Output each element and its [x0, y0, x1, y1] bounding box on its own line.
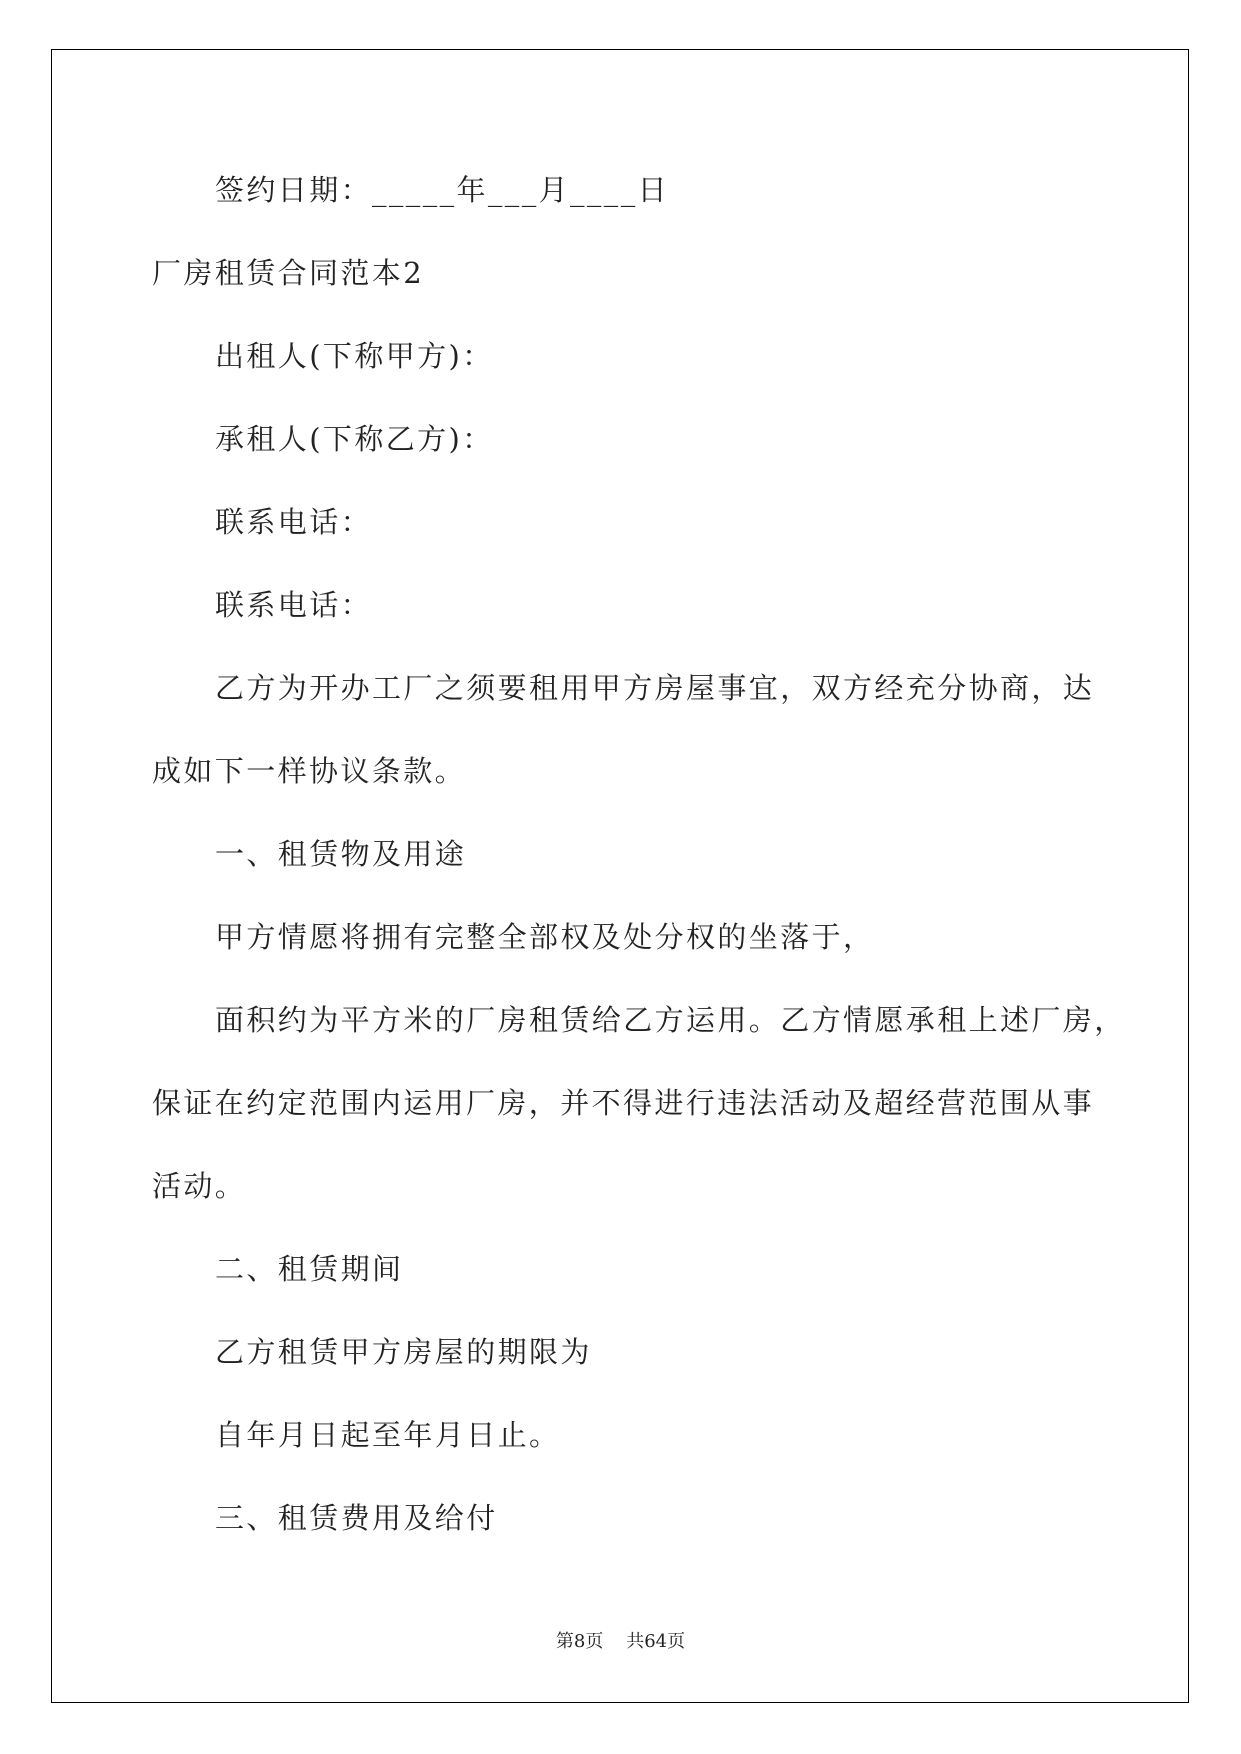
- signing-date-line: 签约日期：_____年___月____日: [215, 173, 670, 207]
- page-number: 第8页: [555, 1631, 604, 1652]
- paragraph-line: 保证在约定范围内运用厂房，并不得进行违法活动及超经营范围从事: [152, 1086, 1095, 1120]
- paragraph-line: 乙方租赁甲方房屋的期限为: [215, 1335, 592, 1369]
- paragraph-line: 面积约为平方米的厂房租赁给乙方运用。乙方情愿承租上述厂房，: [215, 1003, 1126, 1037]
- paragraph-line: 乙方为开办工厂之须要租用甲方房屋事宜，双方经充分协商，达: [215, 671, 1095, 705]
- page-total: 共64页: [626, 1631, 686, 1652]
- section-title: 厂房租赁合同范本2: [152, 256, 425, 290]
- lessor-line: 出租人(下称甲方)：: [215, 339, 494, 373]
- clause-heading: 一、租赁物及用途: [215, 837, 467, 871]
- clause-heading: 二、租赁期间: [215, 1252, 404, 1286]
- phone-line-1: 联系电话：: [215, 505, 373, 539]
- phone-line-2: 联系电话：: [215, 588, 373, 622]
- paragraph-line: 活动。: [152, 1169, 247, 1203]
- page-footer: [0, 1630, 1241, 1654]
- lessee-line: 承租人(下称乙方)：: [215, 422, 494, 456]
- paragraph-line: 成如下一样协议条款。: [152, 754, 467, 788]
- clause-heading: 三、租赁费用及给付: [215, 1501, 498, 1535]
- paragraph-line: 自年月日起至年月日止。: [215, 1418, 561, 1452]
- paragraph-line: 甲方情愿将拥有完整全部权及处分权的坐落于，: [215, 920, 875, 954]
